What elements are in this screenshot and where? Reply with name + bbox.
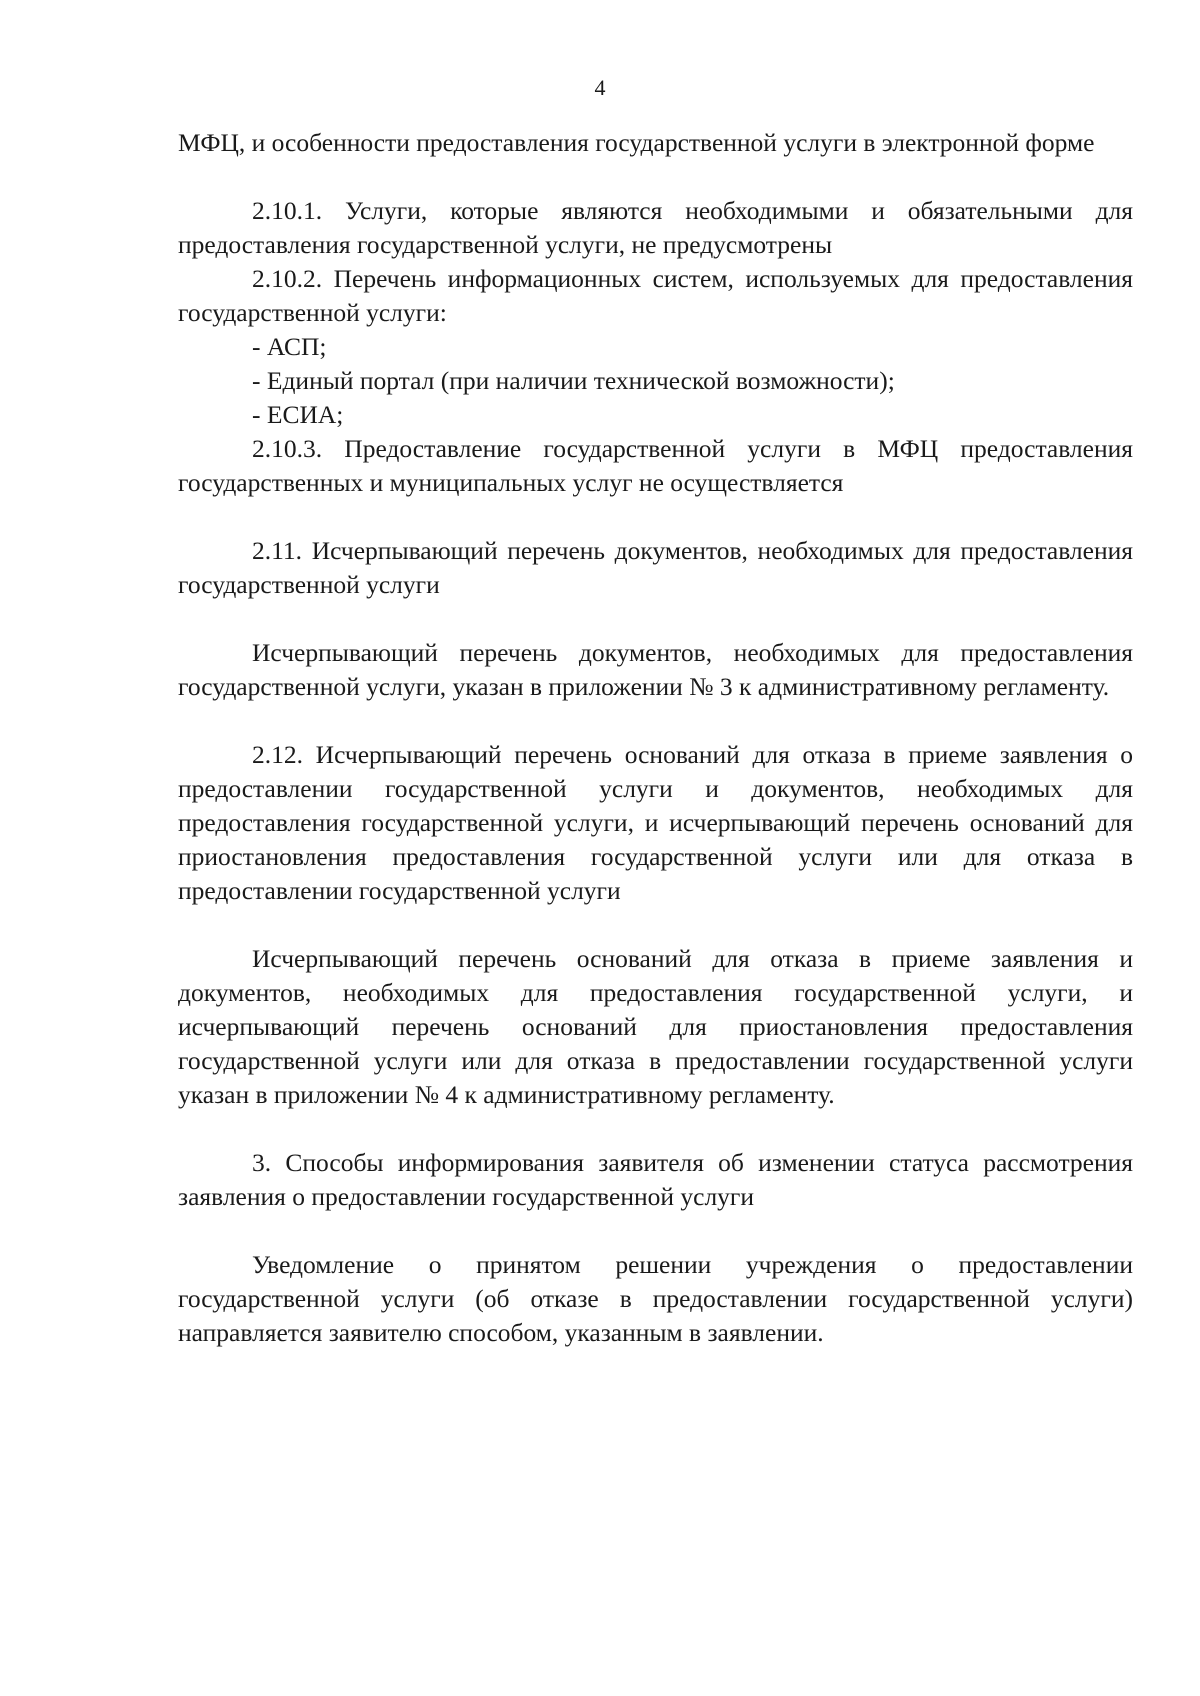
paragraph-2-10-1: 2.10.1. Услуги, которые являются необходимыми и обязательными для предоставления государственной услуги, не предусмотрены	[178, 196, 1133, 259]
list-item-asp: - АСП;	[252, 332, 327, 361]
paragraph-3-body: Уведомление о принятом решении учреждения о предоставлении государственной услуги (об отказе в предоставлении государственной услуги) направляется заявителю способом, указанным в заявлении.	[178, 1250, 1133, 1347]
section-heading-3: 3. Способы информирования заявителя об изменении статуса рассмотрения заявления о предоставлении государственной услуги	[178, 1148, 1133, 1211]
list-item-esia: - ЕСИА;	[252, 400, 344, 429]
document-body	[178, 126, 1133, 1350]
section-heading-2-11: 2.11. Исчерпывающий перечень документов, необходимых для предоставления государственной услуги	[178, 536, 1133, 599]
list-item-unified-portal: - Единый портал (при наличии технической возможности);	[252, 366, 895, 395]
paragraph-2-10-3: 2.10.3. Предоставление государственной услуги в МФЦ предоставления государственных и муниципальных услуг не осуществляется	[178, 434, 1133, 497]
paragraph-2-10-2: 2.10.2. Перечень информационных систем, используемых для предоставления государственной услуги:	[178, 264, 1133, 327]
heading-continuation: МФЦ, и особенности предоставления государственной услуги в электронной форме	[178, 128, 1095, 157]
page-number: 4	[594, 75, 606, 100]
section-heading-2-12: 2.12. Исчерпывающий перечень оснований для отказа в приеме заявления о предоставлении государственной услуги и документов, необходимых для предоставления государственной услуги, и исчерпывающий перечень оснований для приостановления предоставления государственной услуги или для отказа в предоставлении государственной услуги	[178, 740, 1133, 905]
paragraph-2-12-body: Исчерпывающий перечень оснований для отказа в приеме заявления и документов, необходимых для предоставления государственной услуги, и исчерпывающий перечень оснований для приостановления предоставления государственной услуги или для отказа в предоставлении государственной услуги указан в приложении № 4 к административному регламенту.	[178, 944, 1133, 1109]
paragraph-2-11-body: Исчерпывающий перечень документов, необходимых для предоставления государственной услуги, указан в приложении № 3 к административному регламенту.	[178, 638, 1133, 701]
